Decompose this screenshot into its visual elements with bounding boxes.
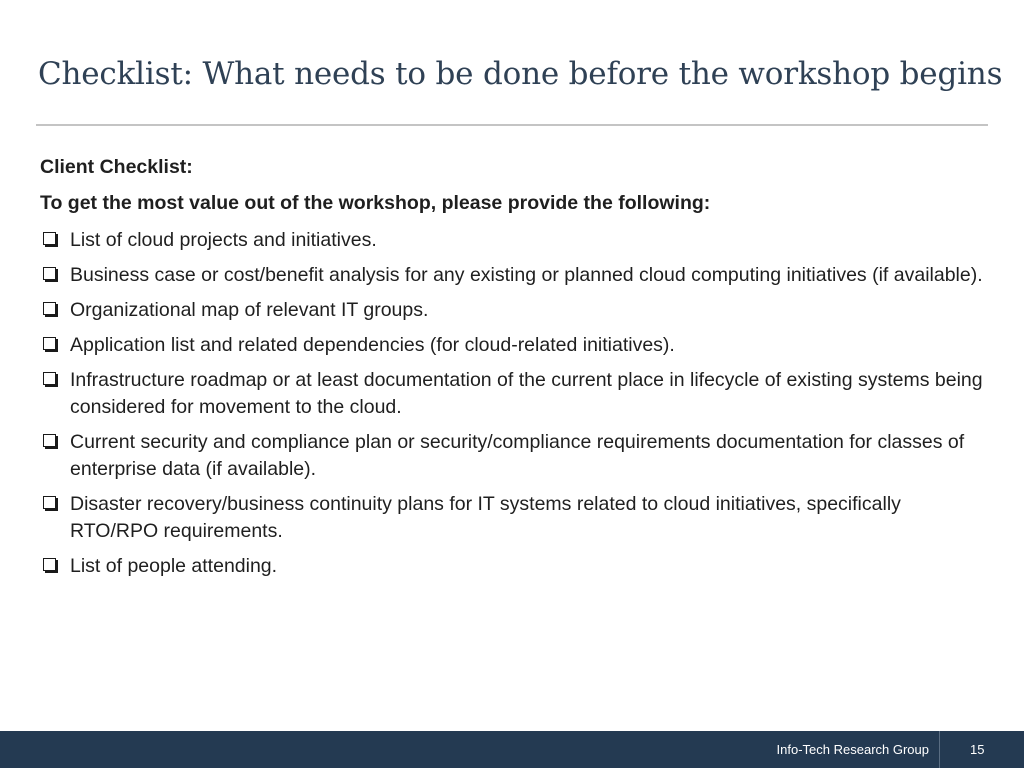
checkbox-icon bbox=[43, 302, 56, 315]
checklist-item-label: List of people attending. bbox=[70, 555, 278, 577]
title-divider bbox=[36, 124, 988, 126]
checklist-item-label: Business case or cost/benefit analysis for any existing or planned cloud computing initiatives (if available). bbox=[70, 264, 983, 286]
checklist-item-label: Infrastructure roadmap or at least documentation of the current place in lifecycle of existing systems being considered for movement to the cloud. bbox=[70, 369, 983, 418]
checklist bbox=[40, 227, 990, 580]
checklist-item-security-compliance bbox=[40, 429, 990, 483]
client-checklist-heading: Client Checklist: bbox=[40, 156, 193, 178]
footer-divider bbox=[939, 731, 940, 768]
checkbox-icon bbox=[43, 372, 56, 385]
page-number: 15 bbox=[970, 742, 985, 757]
checkbox-icon bbox=[43, 337, 56, 350]
checklist-item-application-list bbox=[40, 332, 990, 359]
checklist-item-cloud-projects bbox=[40, 227, 990, 254]
checkbox-icon bbox=[43, 232, 56, 245]
checkbox-icon bbox=[43, 558, 56, 571]
checklist-item-label: Application list and related dependencies (for cloud-related initiatives). bbox=[70, 334, 675, 356]
checklist-item-label: Disaster recovery/business continuity plans for IT systems related to cloud initiatives, specifically RTO/RPO requirements. bbox=[70, 493, 901, 542]
footer-organization: Info-Tech Research Group bbox=[776, 742, 929, 757]
checkbox-icon bbox=[43, 496, 56, 509]
slide-content bbox=[40, 155, 990, 588]
checklist-item-attendees bbox=[40, 553, 990, 580]
checklist-item-label: Organizational map of relevant IT groups. bbox=[70, 299, 429, 321]
checklist-item-label: Current security and compliance plan or security/compliance requirements documentation for classes of enterprise data (if available). bbox=[70, 431, 965, 480]
checklist-item-business-case bbox=[40, 262, 990, 289]
checkbox-icon bbox=[43, 267, 56, 280]
checkbox-icon bbox=[43, 434, 56, 447]
slide-title: Checklist: What needs to be done before the workshop begins bbox=[38, 56, 1003, 92]
checklist-item-label: List of cloud projects and initiatives. bbox=[70, 229, 377, 251]
footer-bar bbox=[0, 731, 1024, 768]
checklist-item-infrastructure-roadmap bbox=[40, 367, 990, 421]
checklist-item-org-map bbox=[40, 297, 990, 324]
checklist-item-disaster-recovery bbox=[40, 491, 990, 545]
instructions-heading: To get the most value out of the workshop, please provide the following: bbox=[40, 192, 711, 214]
